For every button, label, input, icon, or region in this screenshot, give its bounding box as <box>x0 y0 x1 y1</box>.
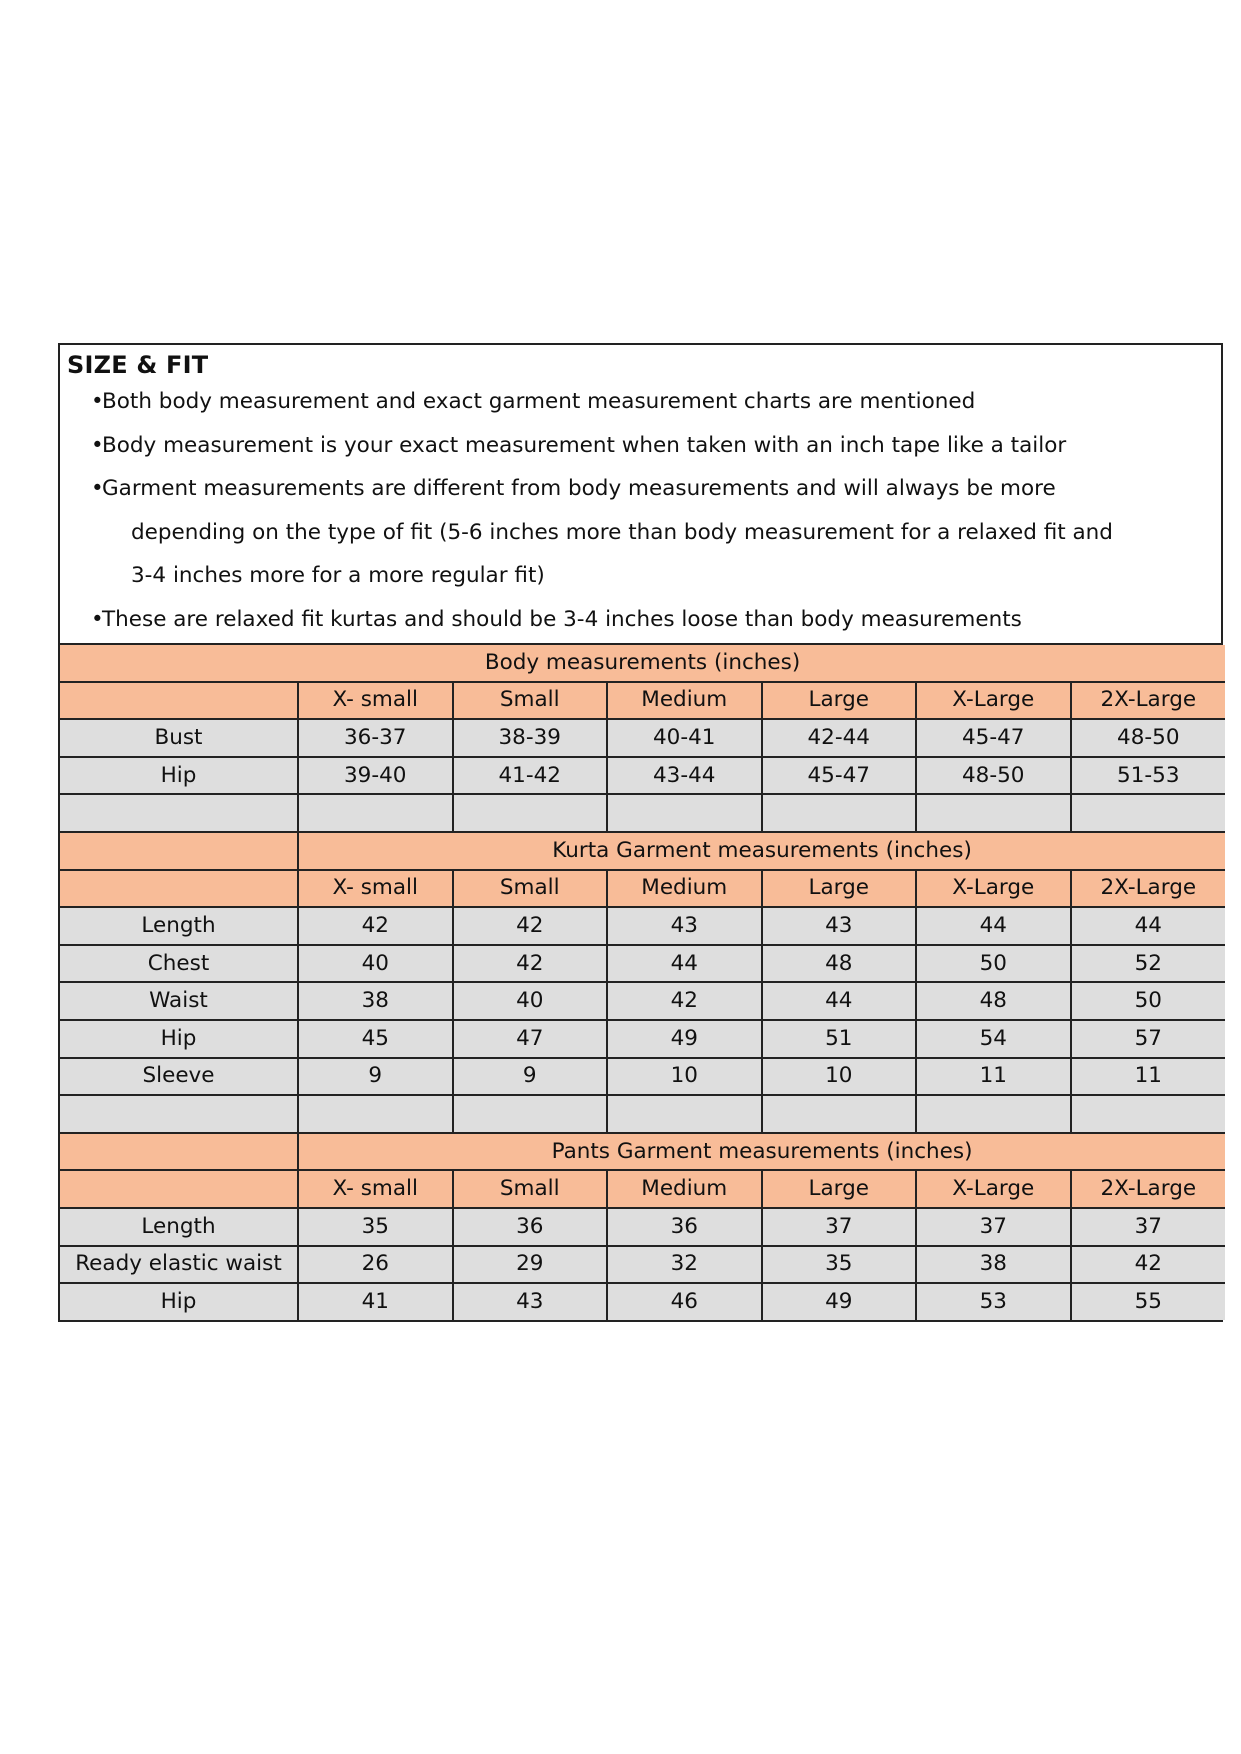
table-row <box>60 757 1225 795</box>
table-row <box>60 1208 1225 1246</box>
measurement-cell: 9 <box>298 1058 453 1096</box>
measurement-cell: 38-39 <box>453 719 608 757</box>
table-row <box>60 1246 1225 1284</box>
size-column-header: 2X-Large <box>1071 1170 1226 1208</box>
bullet-icon: • <box>91 432 104 458</box>
measurement-cell: 40 <box>298 945 453 983</box>
measurement-cell: 44 <box>1071 907 1226 945</box>
measurement-cell: 42 <box>453 907 608 945</box>
size-column-header: Medium <box>607 1170 762 1208</box>
blank-cell <box>762 1095 917 1133</box>
measurement-cell: 43-44 <box>607 757 762 795</box>
size-column-header: Small <box>453 1170 608 1208</box>
measurement-cell: 11 <box>1071 1058 1226 1096</box>
measurement-cell: 41 <box>298 1283 453 1320</box>
blank-cell <box>607 794 762 832</box>
table-row <box>60 1020 1225 1058</box>
row-label: Waist <box>60 982 298 1020</box>
measurement-cell: 40-41 <box>607 719 762 757</box>
blank-cell <box>607 1095 762 1133</box>
measurement-cell: 37 <box>916 1208 1071 1246</box>
measurement-cell: 37 <box>762 1208 917 1246</box>
measurement-cell: 43 <box>453 1283 608 1320</box>
section-title-row <box>60 645 1225 682</box>
measurement-cell: 44 <box>607 945 762 983</box>
measurement-cell: 48 <box>916 982 1071 1020</box>
size-column-header: Large <box>762 870 917 908</box>
size-column-header: 2X-Large <box>1071 682 1226 720</box>
table-row <box>60 907 1225 945</box>
size-column-header: Medium <box>607 870 762 908</box>
note-item <box>67 424 1213 468</box>
section-title-spacer <box>60 832 298 870</box>
row-label: Ready elastic waist <box>60 1246 298 1284</box>
measurement-cell: 53 <box>916 1283 1071 1320</box>
size-column-header: Medium <box>607 682 762 720</box>
section-title-row <box>60 1133 1225 1171</box>
note-text: These are relaxed fit kurtas and should be 3-4 inches loose than body measurements <box>102 606 1022 632</box>
size-column-header: X-Large <box>916 1170 1071 1208</box>
note-item <box>67 598 1213 642</box>
note-text-continued: depending on the type of fit (5-6 inches more than body measurement for a relaxed fit and <box>131 519 1113 545</box>
size-column-header: Large <box>762 1170 917 1208</box>
section-title-row <box>60 832 1225 870</box>
row-label: Chest <box>60 945 298 983</box>
measurement-cell: 11 <box>916 1058 1071 1096</box>
size-column-header: Small <box>453 870 608 908</box>
measurement-cell: 10 <box>762 1058 917 1096</box>
measurement-cell: 9 <box>453 1058 608 1096</box>
blank-cell <box>762 794 917 832</box>
size-fit-sheet <box>58 343 1223 1322</box>
measurement-cell: 38 <box>298 982 453 1020</box>
measurement-cell: 55 <box>1071 1283 1226 1320</box>
blank-cell <box>916 794 1071 832</box>
size-column-header: X-Large <box>916 870 1071 908</box>
size-column-header: X-Large <box>916 682 1071 720</box>
measurement-cell: 35 <box>298 1208 453 1246</box>
measurement-cell: 29 <box>453 1246 608 1284</box>
bullet-icon: • <box>91 389 104 414</box>
row-label: Bust <box>60 719 298 757</box>
size-fit-intro <box>60 345 1221 645</box>
measurement-cell: 36 <box>607 1208 762 1246</box>
blank-row <box>60 1095 1225 1133</box>
size-column-header: X- small <box>298 682 453 720</box>
measurement-cell: 41-42 <box>453 757 608 795</box>
row-label-header <box>60 1170 298 1208</box>
measurement-cell: 57 <box>1071 1020 1226 1058</box>
measurement-cell: 32 <box>607 1246 762 1284</box>
blank-cell <box>453 794 608 832</box>
measurement-cell: 46 <box>607 1283 762 1320</box>
measurement-cell: 50 <box>1071 982 1226 1020</box>
bullet-icon: • <box>91 606 104 632</box>
size-header-row <box>60 1170 1225 1208</box>
measurement-table-body <box>60 645 1225 1320</box>
note-text: Both body measurement and exact garment measurement charts are mentioned <box>102 389 976 414</box>
section-title: Kurta Garment measurements (inches) <box>298 832 1225 870</box>
row-label-header <box>60 870 298 908</box>
blank-cell <box>298 794 453 832</box>
measurement-cell: 38 <box>916 1246 1071 1284</box>
size-column-header: Small <box>453 682 608 720</box>
measurement-cell: 54 <box>916 1020 1071 1058</box>
measurement-cell: 49 <box>762 1283 917 1320</box>
measurement-cell: 42 <box>1071 1246 1226 1284</box>
size-column-header: X- small <box>298 870 453 908</box>
measurement-cell: 10 <box>607 1058 762 1096</box>
measurement-cell: 47 <box>453 1020 608 1058</box>
size-header-row <box>60 682 1225 720</box>
bullet-icon: • <box>91 476 104 501</box>
blank-row <box>60 794 1225 832</box>
row-label: Hip <box>60 1283 298 1320</box>
blank-cell <box>298 1095 453 1133</box>
page-title: SIZE & FIT <box>67 351 209 379</box>
measurement-cell: 40 <box>453 982 608 1020</box>
measurement-cell: 44 <box>916 907 1071 945</box>
measurement-cell: 42-44 <box>762 719 917 757</box>
section-title: Pants Garment measurements (inches) <box>298 1133 1225 1171</box>
measurement-cell: 44 <box>762 982 917 1020</box>
measurement-cell: 42 <box>453 945 608 983</box>
measurement-cell: 48-50 <box>1071 719 1226 757</box>
measurement-cell: 43 <box>607 907 762 945</box>
note-text: Body measurement is your exact measurement when taken with an inch tape like a tailor <box>102 432 1067 458</box>
note-item <box>67 380 1213 424</box>
row-label: Hip <box>60 757 298 795</box>
blank-cell <box>60 1095 298 1133</box>
measurement-cell: 36-37 <box>298 719 453 757</box>
measurement-cell: 43 <box>762 907 917 945</box>
size-column-header: Large <box>762 682 917 720</box>
measurement-cell: 45 <box>298 1020 453 1058</box>
size-header-row <box>60 870 1225 908</box>
notes-list <box>67 380 1213 641</box>
measurement-cell: 51 <box>762 1020 917 1058</box>
table-row <box>60 719 1225 757</box>
note-text: Garment measurements are different from body measurements and will always be more <box>102 476 1056 501</box>
measurement-cell: 37 <box>1071 1208 1226 1246</box>
measurement-cell: 36 <box>453 1208 608 1246</box>
table-row <box>60 945 1225 983</box>
blank-cell <box>60 794 298 832</box>
row-label: Length <box>60 907 298 945</box>
measurement-cell: 45-47 <box>762 757 917 795</box>
measurement-table <box>60 645 1225 1320</box>
size-column-header: X- small <box>298 1170 453 1208</box>
measurement-cell: 42 <box>298 907 453 945</box>
table-row <box>60 982 1225 1020</box>
measurement-cell: 42 <box>607 982 762 1020</box>
measurement-cell: 51-53 <box>1071 757 1226 795</box>
section-title-spacer <box>60 1133 298 1171</box>
measurement-cell: 35 <box>762 1246 917 1284</box>
measurement-cell: 39-40 <box>298 757 453 795</box>
table-row <box>60 1058 1225 1096</box>
blank-cell <box>1071 1095 1226 1133</box>
measurement-cell: 26 <box>298 1246 453 1284</box>
note-text-continued: 3-4 inches more for a more regular fit) <box>131 563 545 588</box>
blank-cell <box>916 1095 1071 1133</box>
measurement-cell: 48 <box>762 945 917 983</box>
measurement-cell: 48-50 <box>916 757 1071 795</box>
row-label: Hip <box>60 1020 298 1058</box>
row-label: Length <box>60 1208 298 1246</box>
measurement-cell: 45-47 <box>916 719 1071 757</box>
table-row <box>60 1283 1225 1320</box>
blank-cell <box>1071 794 1226 832</box>
size-column-header: 2X-Large <box>1071 870 1226 908</box>
measurement-cell: 52 <box>1071 945 1226 983</box>
measurement-cell: 50 <box>916 945 1071 983</box>
blank-cell <box>453 1095 608 1133</box>
row-label-header <box>60 682 298 720</box>
measurement-cell: 49 <box>607 1020 762 1058</box>
note-item <box>67 467 1213 598</box>
section-title: Body measurements (inches) <box>60 645 1225 682</box>
row-label: Sleeve <box>60 1058 298 1096</box>
